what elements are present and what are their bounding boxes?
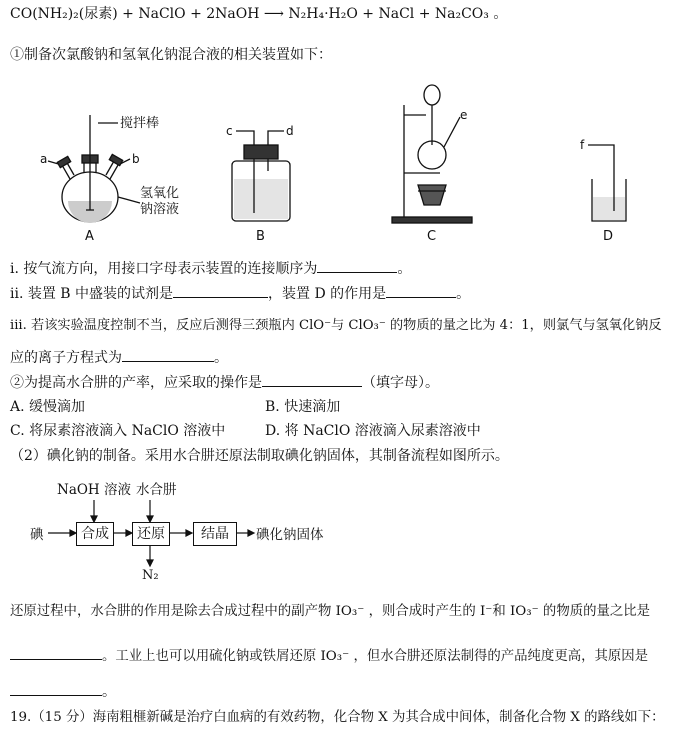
question-1-iii-cont: 应的离子方程式为 。	[10, 347, 684, 368]
apparatus-figure	[0, 75, 692, 255]
port-f-label: f	[580, 138, 585, 152]
question-2: ②为提高水合肼的产率，应采取的操作是 （填字母）。	[10, 372, 684, 393]
apparatus-drawing	[0, 75, 692, 255]
option-b: B. 快速滴加	[265, 399, 341, 415]
question-1-i: i. 按气流方向，用接口字母表示装置的连接顺序为 。	[10, 258, 684, 279]
solution-label-2: 钠溶液	[140, 202, 180, 217]
apparatus-C-label: C	[427, 229, 437, 244]
port-b-label: b	[132, 152, 140, 166]
answer-blank-2[interactable]	[262, 372, 362, 387]
question-19: 19.（15 分）海南粗榧新碱是治疗白血病的有效药物，化合物 X 为其合成中间体，制备化合物 X 的路线如下：	[10, 710, 665, 725]
beaker-D	[588, 145, 626, 221]
flow-chart	[0, 472, 692, 590]
option-d: D. 将 NaClO 溶液滴入尿素溶液中	[265, 423, 481, 439]
question-1-ii: ii. 装置 B 中盛装的试剂是 ，装置 D 的作用是 。	[10, 283, 684, 304]
port-a-label: a	[40, 152, 48, 166]
port-c-label: c	[226, 124, 233, 138]
three-neck-flask-A	[48, 115, 140, 223]
hydrazine-label: 水合肼	[136, 482, 177, 498]
question-1-intro: ①制备次氯酸钠和氢氧化钠混合液的相关装置如下：	[10, 47, 332, 63]
step-reduction: 还原	[132, 522, 170, 546]
step-synthesis: 合成	[76, 522, 114, 546]
port-e-label: e	[460, 108, 468, 122]
reduction-question: 还原过程中，水合肼的作用是除去合成过程中的副产物 IO₃⁻ ，则合成时产生的 I⁻和 IO₃⁻ 的物质的量之比是	[10, 604, 651, 619]
iodine-label: 碘	[30, 527, 44, 543]
answer-blank-ii-function[interactable]	[386, 283, 456, 298]
option-a: A. 缓慢滴加	[10, 399, 86, 415]
question-1-iii: iii. 若该实验温度控制不当，反应后测得三颈瓶内 ClO⁻与 ClO₃⁻ 的物质的量之比为 4：1，则氯气与氢氧化钠反	[10, 318, 662, 333]
answer-blank-i[interactable]	[317, 258, 397, 273]
naoh-solution-label: NaOH 溶液	[57, 482, 131, 498]
answer-blank-ii-reagent[interactable]	[173, 283, 268, 298]
solution-label-1: 氢氧化	[140, 186, 180, 201]
answer-blank-iii[interactable]	[122, 347, 214, 362]
port-d-label: d	[286, 124, 294, 138]
apparatus-B-label: B	[256, 229, 265, 244]
wash-bottle-B	[232, 131, 290, 221]
reduction-question-cont: 。工业上也可以用硫化钠或铁屑还原 IO₃⁻ ，但水合肼还原法制得的产品纯度更高，其原因是	[10, 645, 684, 667]
reaction-equation: CO(NH₂)₂(尿素) + NaClO + 2NaOH ⟶ N₂H₄·H₂O + NaCl + Na₂CO₃ 。	[10, 6, 508, 22]
answer-blank-reason[interactable]	[10, 681, 102, 696]
option-c: C. 将尿素溶液滴入 NaClO 溶液中	[10, 423, 226, 439]
chlorine-generator-C	[392, 85, 472, 223]
nitrogen-label: N₂	[142, 568, 159, 583]
reduction-answer-line: 。	[10, 681, 684, 702]
product-label: 碘化钠固体	[256, 527, 324, 543]
apparatus-A-label: A	[85, 229, 94, 244]
part-2-intro: （2）碘化钠的制备。采用水合肼还原法制取碘化钠固体，其制备流程如图所示。	[10, 448, 509, 464]
step-crystallization: 结晶	[193, 522, 237, 546]
stirrer-label: 搅拌棒	[120, 116, 160, 131]
answer-blank-ratio[interactable]	[10, 645, 102, 660]
apparatus-D-label: D	[603, 229, 614, 244]
